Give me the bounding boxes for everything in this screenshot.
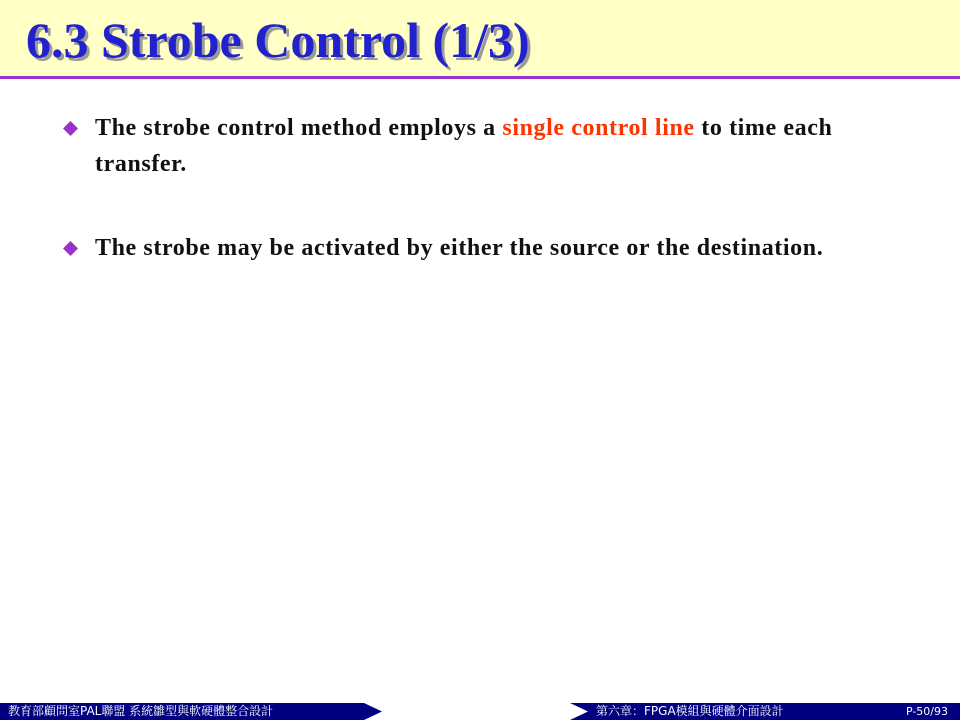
bullet-1-text-before: The strobe control method employs a: [95, 115, 503, 141]
bullet-1-highlight: single control line: [502, 115, 695, 141]
bullet-1-text-after: to time each transfer.: [95, 115, 833, 177]
footer-course-title: 教育部顧問室PAL聯盟 系統雛型與軟硬體整合設計: [8, 704, 274, 718]
title-underline: [0, 76, 960, 79]
footer-chapter-title: 第六章：FPGA模組與硬體介面設計: [596, 704, 784, 718]
footer-bar: [0, 703, 960, 720]
footer-page-number: P-50/93: [905, 705, 948, 718]
bullet-list: [62, 110, 922, 314]
bullet-item-2: [62, 230, 922, 266]
bullet-item-1: [62, 110, 922, 182]
slide-title: 6.3 Strobe Control (1/3): [26, 12, 530, 68]
diamond-bullet-icon: [63, 121, 78, 136]
bullet-2-text: The strobe may be activated by either the source or the destination.: [95, 235, 824, 261]
diamond-bullet-icon: [63, 241, 78, 256]
